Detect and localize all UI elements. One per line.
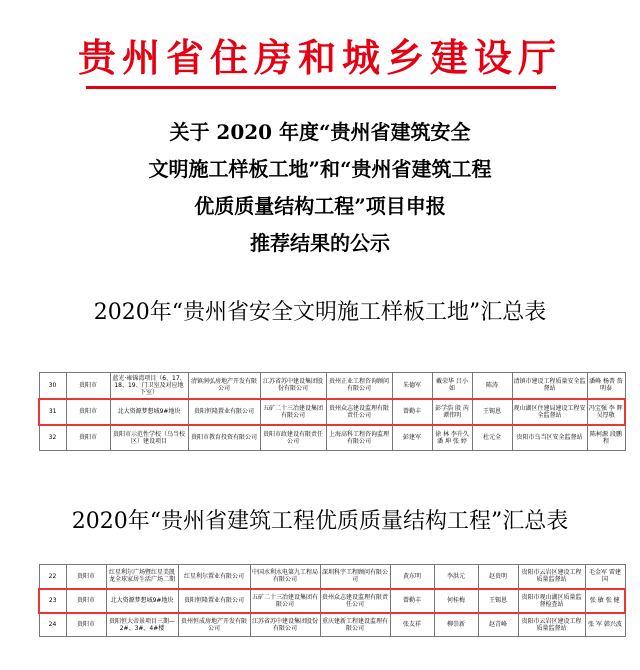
cell-project: 北大资源梦想城9#地块 — [106, 589, 178, 613]
cell-builder: 红星利尔置业有限公司 — [178, 565, 250, 589]
cell-station: 清镇市建设工程质量安全监督站 — [512, 373, 587, 399]
cell-project: 蓝光·雍锦湾项目（6、17、18、19、门卫室及对应地下室） — [110, 373, 188, 399]
section-title-safety: 2020年“贵州省安全文明施工样板工地”汇总表 — [93, 300, 547, 325]
cell-project: 贵阳恒大帝景项目三期—2#、3#、4#楼 — [106, 613, 178, 637]
cell-inspector: 张 军 韩兴波 — [585, 613, 625, 637]
cell-contractor: 贵阳市政建设有限责任公司 — [260, 425, 326, 451]
cell-builder: 贵州恒成房地产开发有限公司 — [178, 613, 250, 637]
cell-no: 24 — [39, 613, 66, 637]
cell-safety: 彭学浩 殷 芮 谭伟明 — [432, 399, 472, 425]
table-row — [39, 425, 625, 451]
cell-chief: 杜元全 — [472, 425, 512, 451]
table-row — [39, 565, 625, 589]
cell-supervisor: 深圳科宇工程顾问有限公司 — [320, 565, 390, 589]
cell-inspector: 毛金军 雷建国 — [585, 565, 625, 589]
cell-contractor: 五矿二十三冶建设集团有限公司 — [250, 589, 320, 613]
cell-contractor: 江苏省苏中建设集团股份有限公司 — [260, 373, 326, 399]
table-row-highlighted — [39, 399, 625, 425]
quality-summary-table — [38, 564, 626, 637]
cell-supervisor: 重庆建新工程建设监理有限公司 — [320, 613, 390, 637]
cell-contractor: 江苏省苏中建设集团股份有限公司 — [250, 613, 320, 637]
cell-city: 贵阳市 — [66, 425, 110, 451]
cell-station: 贵阳市乌当区安全监督站 — [512, 425, 587, 451]
table-row-highlighted — [39, 589, 625, 613]
cell-chief: 陈涛 — [472, 373, 512, 399]
cell-no: 23 — [39, 589, 66, 613]
cell-project: 北大资源梦想城9#地块 — [110, 399, 188, 425]
cell-supervisor: 贵州正业工程咨询顾问有限公司 — [326, 373, 392, 399]
cell-chief: 王锡恩 — [478, 589, 518, 613]
cell-builder: 贵阳市教育投资有限公司 — [188, 425, 260, 451]
cell-builder: 贵阳恒隆置业有限公司 — [188, 399, 260, 425]
cell-inspector: 陈柯源 段鹏程 — [587, 425, 625, 451]
cell-manager: 曾勤丰 — [392, 399, 432, 425]
cell-safety: 徐 林 李升久 潘 坤 张 婷 — [432, 425, 472, 451]
cell-city: 贵阳市 — [66, 373, 110, 399]
cell-supervisor: 上海高科工程咨询监理有限公司 — [326, 425, 392, 451]
cell-chief: 赵贵明 — [478, 565, 518, 589]
cell-quality-officer: 李洪元 — [434, 565, 478, 589]
cell-builder: 清镇润弘房地产开发有限公司 — [188, 373, 260, 399]
cell-city: 贵阳市 — [66, 589, 106, 613]
cell-no: 31 — [39, 399, 66, 425]
cell-manager: 彭建军 — [392, 425, 432, 451]
cell-station: 贵阳市云岩区建设工程质量监督站 — [518, 565, 585, 589]
safety-summary-table — [38, 372, 626, 451]
cell-no: 32 — [39, 425, 66, 451]
cell-supervisor: 贵州众志建设监理有限责任公司 — [320, 589, 390, 613]
cell-project: 红星利尔广场暨红星美凯龙全球家居生活广场二期 — [106, 565, 178, 589]
cell-quality-officer: 柳崇新 — [434, 613, 478, 637]
cell-inspector: 张 敏 张 健 — [585, 589, 625, 613]
cell-city: 贵阳市 — [66, 399, 110, 425]
cell-builder: 贵阳恒隆置业有限公司 — [178, 589, 250, 613]
cell-inspector: 潘峰 杨普 詹明泰 — [587, 373, 625, 399]
agency-header-title: 贵州省住房和城乡建设厅 — [77, 35, 562, 80]
table-row — [39, 613, 625, 637]
cell-quality-officer: 何桂梅 — [434, 589, 478, 613]
cell-chief: 赵青峰 — [478, 613, 518, 637]
cell-station: 观山湖区住建局建设工程安全监督站 — [512, 399, 587, 425]
cell-contractor: 五矿二十三冶建设集团有限公司 — [260, 399, 326, 425]
section-title-quality: 2020年“贵州省建筑工程优质质量结构工程”汇总表 — [71, 509, 569, 534]
document-title-line: 推荐结果的公示 — [250, 231, 390, 255]
document-title-line: 关于 2020 年度“贵州省建筑安全 — [169, 120, 471, 144]
cell-station: 贵阳市云岩区建设工程质量监督站 — [518, 613, 585, 637]
table-row — [39, 373, 625, 399]
cell-chief: 王锡恩 — [472, 399, 512, 425]
cell-city: 贵阳市 — [66, 613, 106, 637]
document-title-line: 文明施工样板工地”和“贵州省建筑工程 — [148, 157, 492, 181]
document-title-line: 优质质量结构工程”项目申报 — [194, 194, 446, 218]
cell-contractor: 中国水利水电第九工程局有限公司 — [250, 565, 320, 589]
cell-no: 30 — [39, 373, 66, 399]
cell-manager: 张友祥 — [390, 613, 434, 637]
cell-no: 22 — [39, 565, 66, 589]
cell-station: 贵阳市观山湖区质量监督检查站 — [518, 589, 585, 613]
cell-manager: 曾勤丰 — [390, 589, 434, 613]
cell-supervisor: 贵州众志建设监理有限责任公司 — [326, 399, 392, 425]
cell-project: 贵阳市示范性学校（乌当校区）建设项目 — [110, 425, 188, 451]
document-title — [0, 114, 640, 262]
cell-manager: 朱德军 — [392, 373, 432, 399]
cell-safety: 戴荣华 吕小如 — [432, 373, 472, 399]
header-red-rule — [86, 86, 556, 89]
cell-manager: 黄东明 — [390, 565, 434, 589]
cell-city: 贵阳市 — [66, 565, 106, 589]
cell-inspector: 冯宝强 李 辉 吴厚敬 — [587, 399, 625, 425]
